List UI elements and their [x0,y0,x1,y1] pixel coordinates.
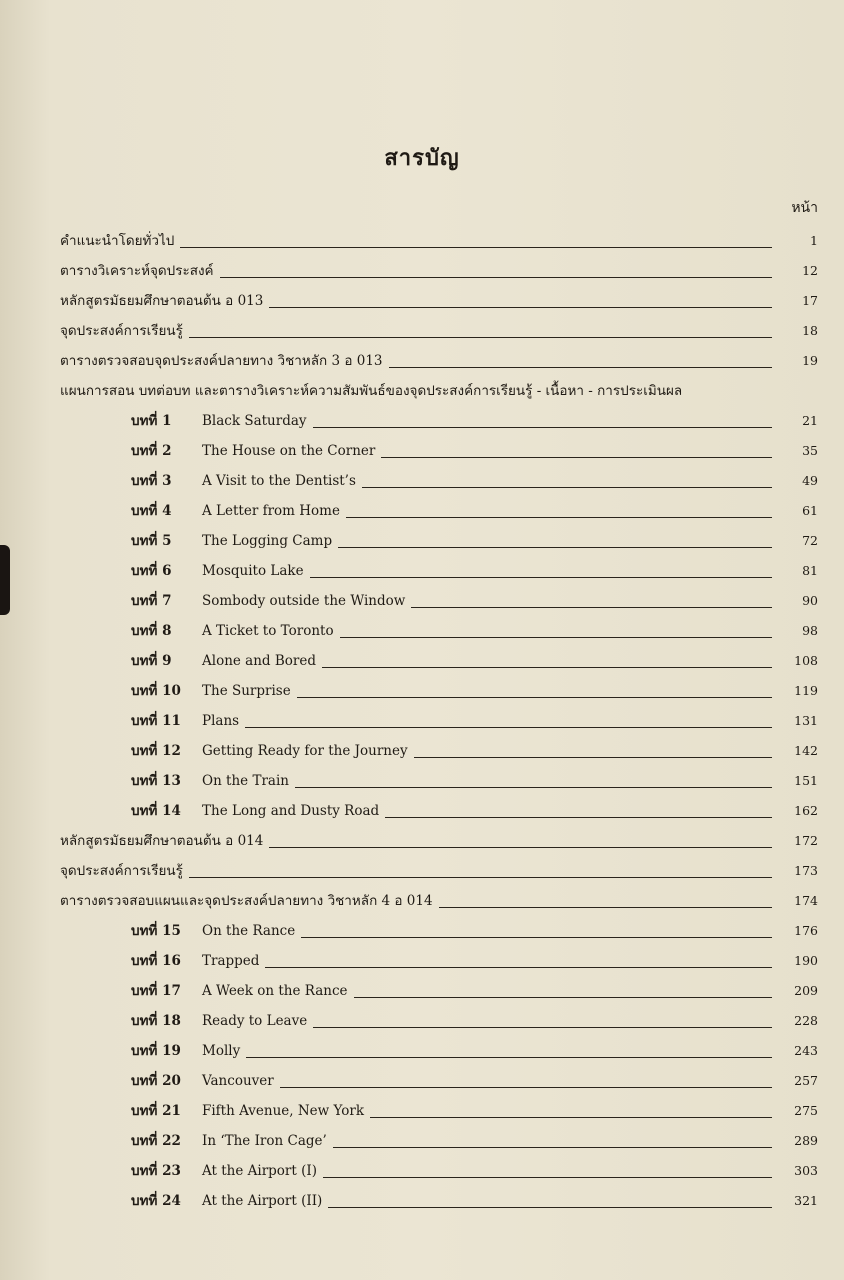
toc-lesson-entry [0,982,844,1006]
toc-section-label: คำแนะนำโดยทั่วไป [60,233,175,249]
toc-page-number: 142 [794,743,818,758]
toc-lesson-entry [0,472,844,496]
toc-page-number: 172 [794,833,818,848]
toc-lesson-entry [0,1102,844,1126]
toc-chapter-number: บทที่ 19 [131,1043,181,1059]
toc-page-number: 131 [794,713,818,728]
toc-chapter-number: บทที่ 10 [131,683,181,699]
toc-page-number: 243 [794,1043,818,1058]
page-column-header: หน้า [791,200,818,216]
toc-lesson-title: Getting Ready for the Journey [202,743,408,759]
toc-lesson-title: Molly [202,1043,241,1059]
toc-lesson-title: Trapped [202,953,260,969]
toc-lesson-entry [0,1192,844,1216]
toc-chapter-number: บทที่ 17 [131,983,181,999]
toc-page-number: 257 [794,1073,818,1088]
toc-section-entry [0,292,844,316]
toc-chapter-number: บทที่ 1 [131,413,172,429]
toc-leader-line [338,547,772,548]
toc-page-number: 61 [802,503,818,518]
toc-leader-line [328,1207,772,1208]
toc-chapter-number: บทที่ 7 [131,593,172,609]
toc-section-label: หลักสูตรมัธยมศึกษาตอนต้น อ 014 [60,833,264,849]
toc-page-number: 35 [802,443,818,458]
toc-lesson-title: On the Train [202,773,289,789]
toc-leader-line [301,937,772,938]
toc-lesson-title: Ready to Leave [202,1013,308,1029]
toc-chapter-number: บทที่ 21 [131,1103,181,1119]
toc-chapter-number: บทที่ 15 [131,923,181,939]
toc-chapter-number: บทที่ 18 [131,1013,181,1029]
toc-chapter-number: บทที่ 3 [131,473,172,489]
toc-lesson-title: A Week on the Rance [202,983,348,999]
toc-leader-line [297,697,772,698]
toc-section-entry [0,232,844,256]
toc-section-entry [0,322,844,346]
toc-lesson-title: In ‘The Iron Cage’ [202,1133,327,1149]
toc-lesson-entry [0,1072,844,1096]
toc-section-label: ตารางตรวจสอบจุดประสงค์ปลายทาง วิชาหลัก 3 อ 013 [60,353,383,369]
toc-lesson-title: At the Airport (II) [202,1193,323,1209]
toc-lesson-entry [0,532,844,556]
toc-leader-line [370,1117,772,1118]
toc-section-label: ตารางตรวจสอบแผนและจุดประสงค์ปลายทาง วิชาหลัก 4 อ 014 [60,893,433,909]
toc-lesson-entry [0,622,844,646]
toc-section-label: หลักสูตรมัธยมศึกษาตอนต้น อ 013 [60,293,264,309]
toc-lesson-entry [0,652,844,676]
toc-leader-line [346,517,772,518]
toc-page-number: 173 [794,863,818,878]
toc-leader-line [340,637,772,638]
toc-lesson-title: Vancouver [202,1073,274,1089]
toc-leader-line [354,997,772,998]
toc-chapter-number: บทที่ 12 [131,743,181,759]
toc-lesson-title: On the Rance [202,923,296,939]
toc-chapter-number: บทที่ 9 [131,653,172,669]
toc-page-number: 151 [794,773,818,788]
toc-lesson-entry [0,952,844,976]
toc-leader-line [269,307,772,308]
toc-leader-line [246,1057,772,1058]
toc-lesson-entry [0,1132,844,1156]
toc-leader-line [310,577,772,578]
toc-lesson-entry [0,442,844,466]
toc-section-label: จุดประสงค์การเรียนรู้ [60,323,183,339]
toc-leader-line [411,607,772,608]
toc-lesson-entry [0,592,844,616]
toc-lesson-title: Mosquito Lake [202,563,304,579]
toc-leader-line [389,367,772,368]
toc-lesson-title: The House on the Corner [202,443,376,459]
toc-leader-line [322,667,772,668]
toc-page-number: 17 [802,293,818,308]
toc-lesson-title: A Letter from Home [202,503,340,519]
page-title: สารบัญ [384,145,460,171]
toc-leader-line [362,487,772,488]
toc-lesson-title: At the Airport (I) [202,1163,317,1179]
toc-chapter-number: บทที่ 23 [131,1163,181,1179]
toc-lesson-entry [0,502,844,526]
toc-page-number: 108 [794,653,818,668]
toc-leader-line [385,817,772,818]
toc-lesson-title: Alone and Bored [202,653,316,669]
toc-leader-line [180,247,772,248]
toc-lesson-entry [0,1012,844,1036]
toc-chapter-number: บทที่ 24 [131,1193,181,1209]
toc-page-number: 174 [794,893,818,908]
toc-lesson-title: Plans [202,713,240,729]
toc-chapter-number: บทที่ 14 [131,803,181,819]
toc-chapter-number: บทที่ 20 [131,1073,181,1089]
toc-chapter-number: บทที่ 5 [131,533,172,549]
toc-lesson-entry [0,712,844,736]
toc-leader-line [323,1177,772,1178]
toc-lesson-entry [0,562,844,586]
toc-section-label: ตารางวิเคราะห์จุดประสงค์ [60,263,214,279]
toc-chapter-number: บทที่ 22 [131,1133,181,1149]
toc-page-number: 162 [794,803,818,818]
toc-lesson-title: Black Saturday [202,413,307,429]
toc-section-entry [0,832,844,856]
toc-lesson-entry [0,682,844,706]
toc-lesson-entry [0,922,844,946]
toc-page-number: 303 [794,1163,818,1178]
toc-lesson-entry [0,742,844,766]
toc-lesson-title: Fifth Avenue, New York [202,1103,365,1119]
toc-page-number: 72 [802,533,818,548]
toc-leader-line [189,337,772,338]
toc-lesson-title: A Visit to the Dentist’s [202,473,356,489]
toc-leader-line [265,967,772,968]
toc-page-number: 49 [802,473,818,488]
toc-lesson-title: The Logging Camp [202,533,333,549]
toc-lesson-entry [0,1162,844,1186]
toc-section-entry [0,352,844,376]
toc-leader-line [245,727,772,728]
toc-leader-line [313,1027,772,1028]
toc-page-number: 18 [802,323,818,338]
toc-leader-line [269,847,772,848]
toc-page-number: 19 [802,353,818,368]
toc-chapter-number: บทที่ 6 [131,563,172,579]
toc-section-entry [0,862,844,886]
toc-lesson-entry [0,412,844,436]
toc-section-label: จุดประสงค์การเรียนรู้ [60,863,183,879]
toc-leader-line [220,277,772,278]
toc-leader-line [280,1087,772,1088]
toc-lesson-title: The Long and Dusty Road [202,803,380,819]
toc-lesson-plan-heading [0,382,844,406]
toc-lesson-entry [0,802,844,826]
toc-leader-line [189,877,772,878]
toc-chapter-number: บทที่ 11 [131,713,181,729]
toc-page-number: 119 [794,683,818,698]
toc-page-number: 228 [794,1013,818,1028]
toc-lesson-entry [0,772,844,796]
toc-page-number: 289 [794,1133,818,1148]
toc-leader-line [414,757,772,758]
toc-page-number: 275 [794,1103,818,1118]
toc-chapter-number: บทที่ 2 [131,443,172,459]
lesson-plan-heading-text: แผนการสอน บทต่อบท และตารางวิเคราะห์ความสัมพันธ์ของจุดประสงค์การเรียนรู้ - เนื้อหา - การประเมินผล [60,383,683,399]
toc-page-number: 1 [810,233,818,248]
toc-leader-line [313,427,772,428]
toc-lesson-title: The Surprise [202,683,291,699]
toc-page-number: 209 [794,983,818,998]
toc-page-number: 190 [794,953,818,968]
toc-chapter-number: บทที่ 4 [131,503,172,519]
toc-section-entry [0,262,844,286]
toc-page-number: 12 [802,263,818,278]
toc-leader-line [333,1147,772,1148]
toc-lesson-title: A Ticket to Toronto [202,623,334,639]
toc-leader-line [439,907,772,908]
toc-leader-line [295,787,772,788]
toc-lesson-entry [0,1042,844,1066]
toc-page-number: 21 [802,413,818,428]
toc-page-number: 90 [802,593,818,608]
toc-chapter-number: บทที่ 8 [131,623,172,639]
toc-leader-line [381,457,772,458]
toc-chapter-number: บทที่ 13 [131,773,181,789]
toc-page-number: 81 [802,563,818,578]
toc-page-number: 98 [802,623,818,638]
toc-lesson-title: Sombody outside the Window [202,593,406,609]
toc-page-number: 321 [794,1193,818,1208]
toc-section-entry [0,892,844,916]
toc-page-number: 176 [794,923,818,938]
toc-chapter-number: บทที่ 16 [131,953,181,969]
